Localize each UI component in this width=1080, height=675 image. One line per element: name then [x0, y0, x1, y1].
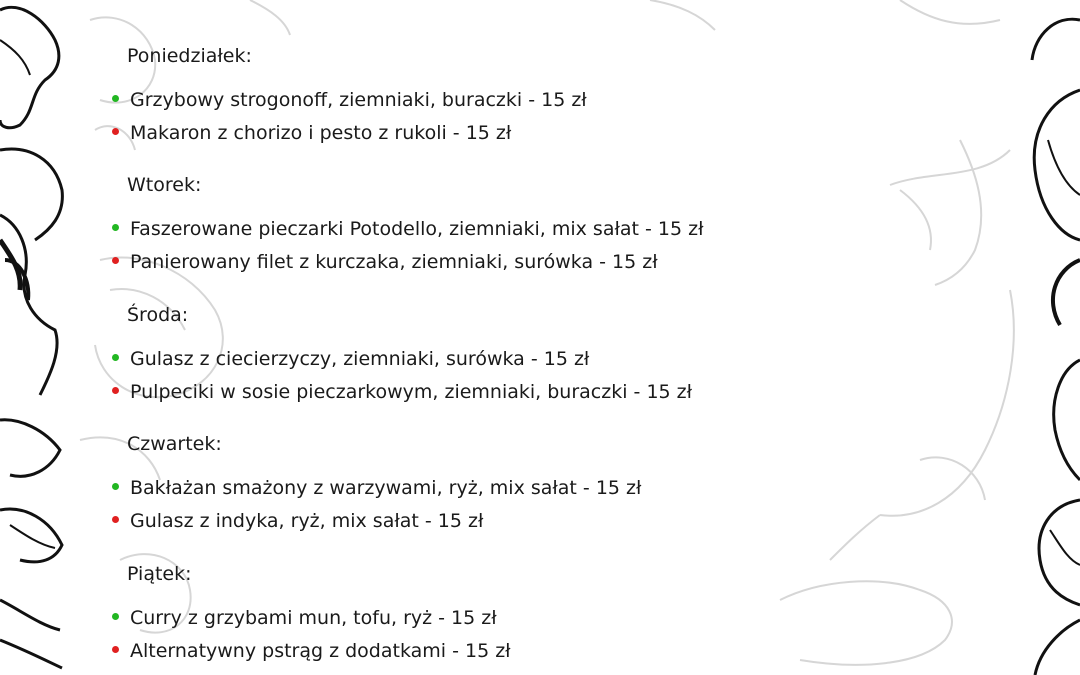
menu-item	[112, 509, 483, 533]
menu-item-text: Bakłażan smażony z warzywami, ryż, mix sałat - 15 zł	[130, 477, 642, 499]
menu-item-text: Gulasz z indyka, ryż, mix sałat - 15 zł	[130, 510, 484, 532]
menu-item-text: Curry z grzybami mun, tofu, ryż - 15 zł	[130, 607, 497, 629]
menu-item	[112, 606, 497, 630]
red-bullet-icon	[112, 387, 119, 394]
menu-item	[112, 217, 703, 241]
red-bullet-icon	[112, 257, 119, 264]
red-bullet-icon	[112, 646, 119, 653]
menu-item	[112, 476, 641, 500]
menu-item	[112, 88, 587, 112]
green-bullet-icon	[112, 95, 119, 102]
menu-item	[112, 250, 658, 274]
red-bullet-icon	[112, 516, 119, 523]
day-heading: Piątek:	[127, 563, 192, 585]
day-heading: Poniedziałek:	[127, 45, 252, 67]
menu-item	[112, 347, 589, 371]
red-bullet-icon	[112, 128, 119, 135]
menu-item	[112, 380, 692, 404]
green-bullet-icon	[112, 224, 119, 231]
menu-item-text: Gulasz z ciecierzyczy, ziemniaki, surówka - 15 zł	[130, 348, 590, 370]
menu-item-text: Faszerowane pieczarki Potodello, ziemniaki, mix sałat - 15 zł	[130, 218, 704, 240]
menu-item-text: Makaron z chorizo i pesto z rukoli - 15 zł	[130, 122, 512, 144]
green-bullet-icon	[112, 483, 119, 490]
day-heading: Środa:	[127, 304, 189, 326]
day-heading: Czwartek:	[127, 433, 222, 455]
green-bullet-icon	[112, 613, 119, 620]
menu-item	[112, 121, 511, 145]
menu-item	[112, 639, 511, 663]
menu-item-text: Grzybowy strogonoff, ziemniaki, buraczki - 15 zł	[130, 89, 587, 111]
menu-item-text: Pulpeciki w sosie pieczarkowym, ziemniaki, buraczki - 15 zł	[130, 381, 693, 403]
menu-item-text: Panierowany filet z kurczaka, ziemniaki, surówka - 15 zł	[130, 251, 658, 273]
green-bullet-icon	[112, 354, 119, 361]
day-heading: Wtorek:	[127, 174, 202, 196]
menu-item-text: Alternatywny pstrąg z dodatkami - 15 zł	[130, 640, 511, 662]
